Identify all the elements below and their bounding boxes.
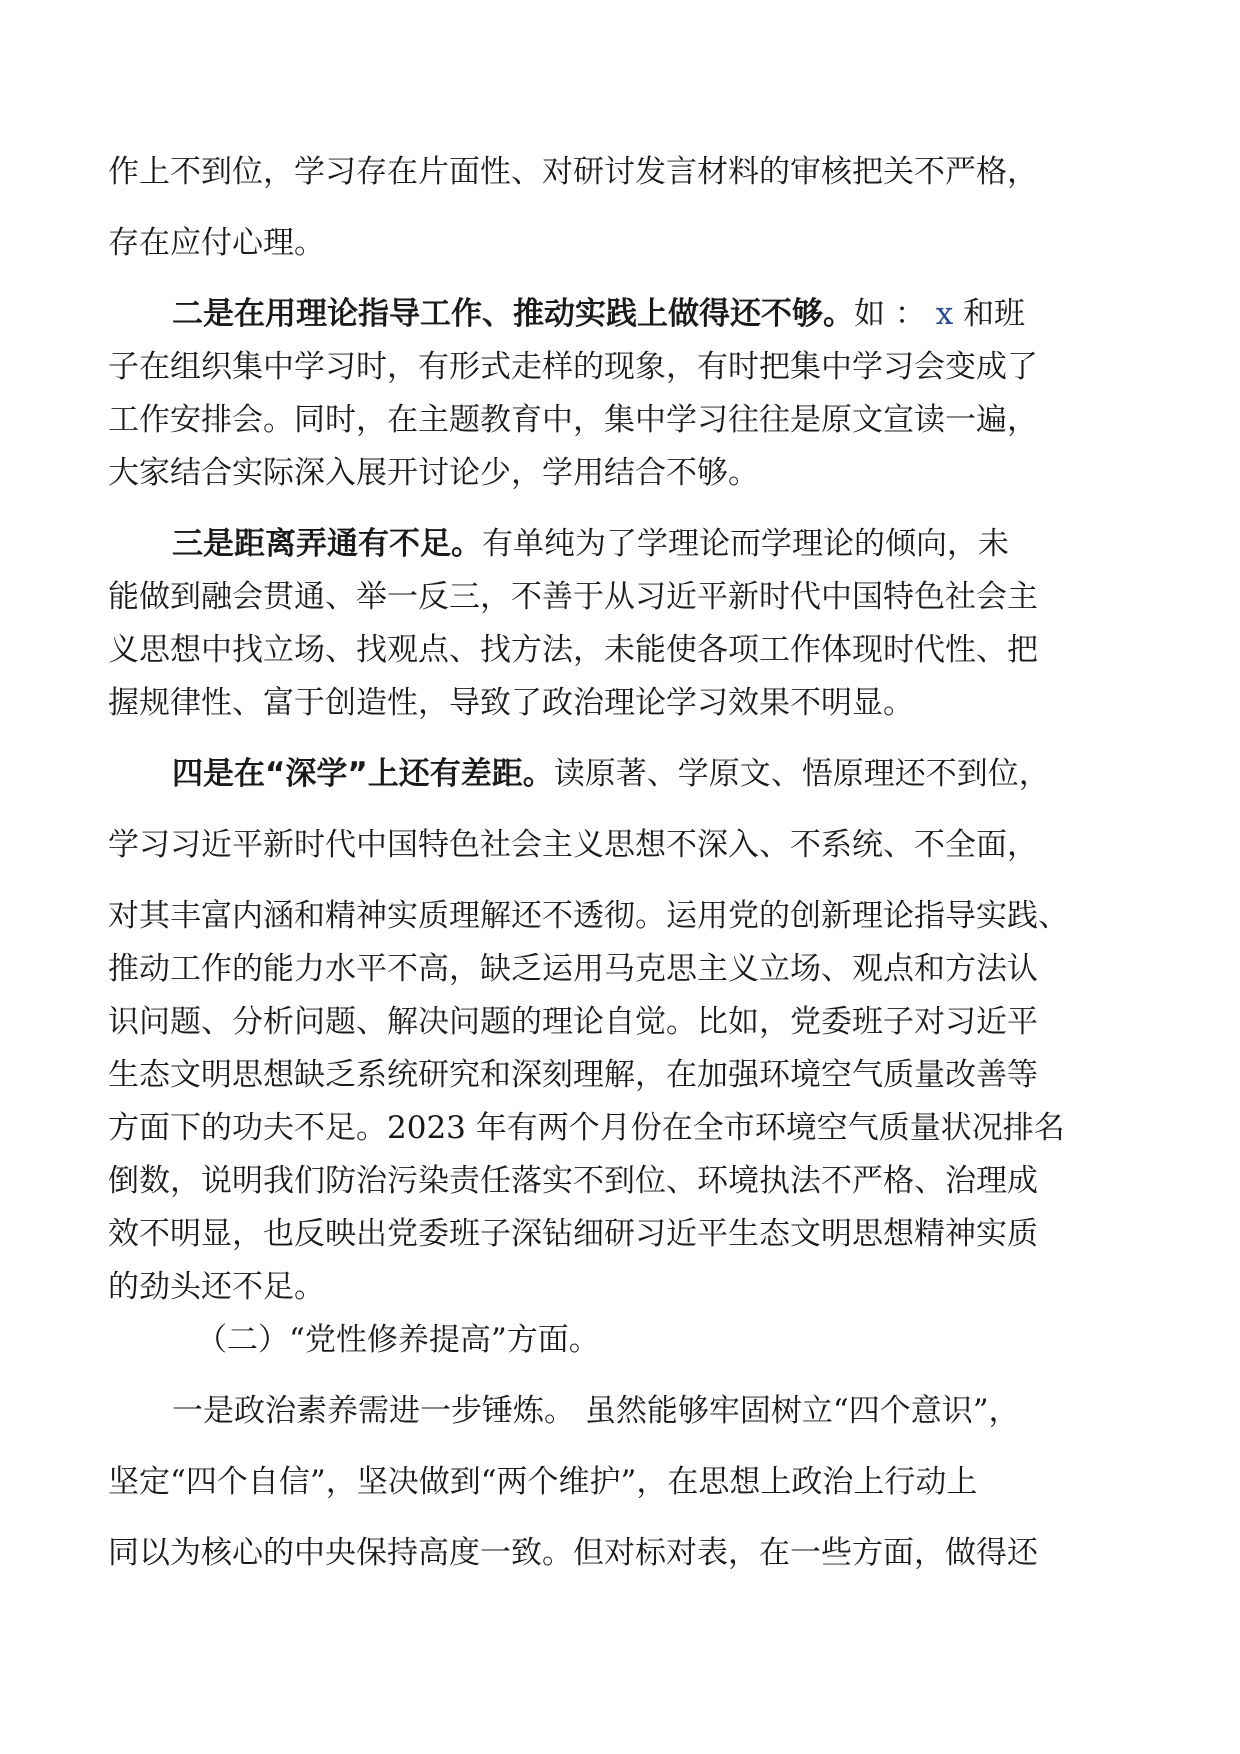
text-line: 方面下的功夫不足。2023 年有两个月份在全市环境空气质量状况排名: [108, 1110, 1065, 1146]
text-line: 子在组织集中学习时，有形式走样的现象，有时把集中学习会变成了: [108, 349, 1038, 385]
text-line: 学习习近平新时代中国特色社会主义思想不深入、不系统、不全面，: [108, 827, 1038, 863]
placeholder-name: x: [935, 296, 954, 332]
text-line: 工作安排会。同时，在主题教育中，集中学习往往是原文宣读一遍，: [108, 402, 1038, 438]
text-line: 推动工作的能力水平不高，缺乏运用马克思主义立场、观点和方法认: [108, 951, 1038, 987]
text-line: 作上不到位，学习存在片面性、对研讨发言材料的审核把关不严格，: [108, 154, 1038, 190]
text-line: 对其丰富内涵和精神实质理解还不透彻。运用党的创新理论指导实践、: [108, 898, 1069, 934]
text-line: 义思想中找立场、找观点、找方法，未能使各项工作体现时代性、把: [108, 632, 1038, 668]
paragraph-heading-line: [108, 748, 1148, 801]
text-segment: 读原著、学原文、悟原理还不到位，: [553, 756, 1050, 792]
document-body: [108, 146, 1148, 1580]
bold-heading: 三是距离弄通有不足。: [172, 526, 482, 562]
text-line: 倒数，说明我们防治污染责任落实不到位、环境执法不严格、治理成: [108, 1163, 1038, 1199]
text-segment: 有单纯为了学理论而学理论的倾向，未: [482, 526, 1009, 562]
text-line: 存在应付心理。: [108, 225, 325, 261]
text-line: 大家结合实际深入展开讨论少，学用结合不够。: [108, 455, 759, 491]
paragraph-heading-line: [108, 518, 1148, 571]
bold-heading: 四是在“深学”上还有差距。: [172, 756, 554, 792]
text-line: 同以为核心的中央保持高度一致。但对标对表，在一些方面，做得还: [108, 1535, 1038, 1571]
section-heading: （二）“党性修养提高”方面。: [196, 1322, 600, 1358]
text-line: 一是政治素养需进一步锤炼。 虽然能够牢固树立“四个意识”，: [172, 1393, 1020, 1429]
bold-heading: 二是在用理论指导工作、推动实践上做得还不够。: [172, 296, 854, 332]
text-line: 识问题、分析问题、解决问题的理论自觉。比如，党委班子对习近平: [108, 1004, 1038, 1040]
text-line: 握规律性、富于创造性，导致了政治理论学习效果不明显。: [108, 685, 914, 721]
text-line: 能做到融会贯通、举一反三，不善于从习近平新时代中国特色社会主: [108, 579, 1038, 615]
text-line: 的劲头还不足。: [108, 1269, 325, 1305]
text-segment: 如 ：: [854, 296, 926, 332]
text-segment: 和班: [963, 296, 1026, 332]
paragraph-heading-line: [108, 288, 1148, 341]
text-line: 生态文明思想缺乏系统研究和深刻理解，在加强环境空气质量改善等: [108, 1057, 1038, 1093]
text-line: 效不明显，也反映出党委班子深钻细研习近平生态文明思想精神实质: [108, 1216, 1038, 1252]
text-line: 坚定“四个自信”，坚决做到“两个维护”，在思想上政治上行动上: [108, 1464, 978, 1500]
